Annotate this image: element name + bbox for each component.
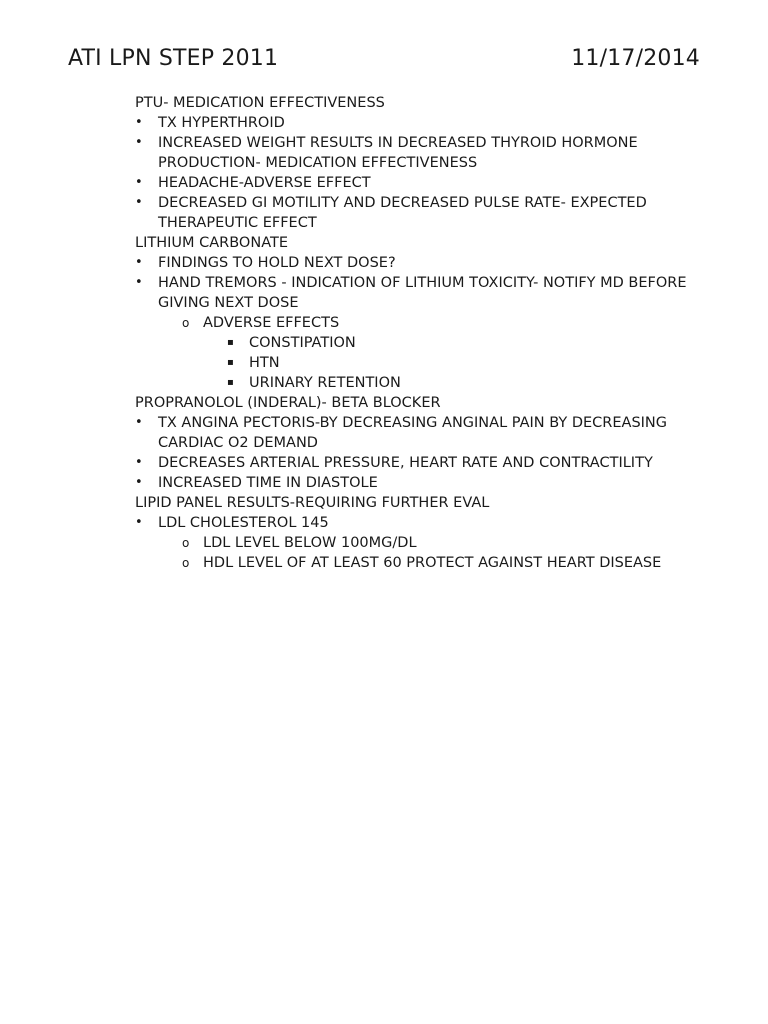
line-text: DECREASES ARTERIAL PRESSURE, HEART RATE AND CONTRACTILITY bbox=[158, 455, 653, 471]
list-item bbox=[135, 173, 695, 193]
line-text: URINARY RETENTION bbox=[249, 375, 401, 391]
section-heading bbox=[135, 493, 695, 513]
line-text: HTN bbox=[249, 355, 280, 371]
line-text: HDL LEVEL OF AT LEAST 60 PROTECT AGAINST HEART DISEASE bbox=[203, 555, 662, 571]
document-header bbox=[68, 46, 700, 76]
list-item bbox=[135, 313, 695, 333]
line-text: LDL LEVEL BELOW 100MG/DL bbox=[203, 535, 417, 551]
square-bullet-icon: ▪ bbox=[227, 357, 234, 368]
list-item bbox=[135, 273, 695, 313]
notes-outline bbox=[135, 93, 695, 573]
list-item bbox=[135, 113, 695, 133]
list-item bbox=[135, 553, 695, 573]
line-text: HAND TREMORS - INDICATION OF LITHIUM TOXICITY- NOTIFY MD BEFORE GIVING NEXT DOSE bbox=[158, 275, 687, 311]
bullet-icon: • bbox=[135, 515, 143, 530]
list-item bbox=[135, 413, 695, 453]
list-item bbox=[135, 333, 695, 353]
line-text: TX ANGINA PECTORIS-BY DECREASING ANGINAL PAIN BY DECREASING CARDIAC O2 DEMAND bbox=[158, 415, 668, 451]
bullet-icon: • bbox=[135, 475, 143, 490]
list-item bbox=[135, 533, 695, 553]
circle-bullet-icon: o bbox=[182, 536, 190, 550]
document-date: 11/17/2014 bbox=[571, 46, 700, 71]
list-item bbox=[135, 373, 695, 393]
line-text: ADVERSE EFFECTS bbox=[203, 315, 340, 331]
bullet-icon: • bbox=[135, 455, 143, 470]
line-text: PROPRANOLOL (INDERAL)- BETA BLOCKER bbox=[135, 395, 441, 411]
bullet-icon: • bbox=[135, 115, 143, 130]
bullet-icon: • bbox=[135, 415, 143, 430]
document-title: ATI LPN STEP 2011 bbox=[68, 46, 279, 71]
bullet-icon: • bbox=[135, 275, 143, 290]
list-item bbox=[135, 253, 695, 273]
line-text: LDL CHOLESTEROL 145 bbox=[158, 515, 329, 531]
line-text: FINDINGS TO HOLD NEXT DOSE? bbox=[158, 255, 396, 271]
list-item bbox=[135, 453, 695, 473]
section-heading bbox=[135, 93, 695, 113]
line-text: LITHIUM CARBONATE bbox=[135, 235, 289, 251]
square-bullet-icon: ▪ bbox=[227, 337, 234, 348]
circle-bullet-icon: o bbox=[182, 316, 190, 330]
line-text: HEADACHE-ADVERSE EFFECT bbox=[158, 175, 371, 191]
list-item bbox=[135, 133, 695, 173]
section-heading bbox=[135, 233, 695, 253]
line-text: INCREASED TIME IN DIASTOLE bbox=[158, 475, 378, 491]
line-text: LIPID PANEL RESULTS-REQUIRING FURTHER EVAL bbox=[135, 495, 490, 511]
bullet-icon: • bbox=[135, 175, 143, 190]
bullet-icon: • bbox=[135, 255, 143, 270]
line-text: DECREASED GI MOTILITY AND DECREASED PULSE RATE- EXPECTED THERAPEUTIC EFFECT bbox=[158, 195, 647, 231]
bullet-icon: • bbox=[135, 135, 143, 150]
list-item bbox=[135, 513, 695, 533]
line-text: CONSTIPATION bbox=[249, 335, 356, 351]
line-text: PTU- MEDICATION EFFECTIVENESS bbox=[135, 95, 385, 111]
line-text: TX HYPERTHROID bbox=[158, 115, 285, 131]
circle-bullet-icon: o bbox=[182, 556, 190, 570]
line-text: INCREASED WEIGHT RESULTS IN DECREASED THYROID HORMONE PRODUCTION- MEDICATION EFFECTIVENESS bbox=[158, 135, 638, 171]
list-item bbox=[135, 353, 695, 373]
section-heading bbox=[135, 393, 695, 413]
list-item bbox=[135, 193, 695, 233]
square-bullet-icon: ▪ bbox=[227, 377, 234, 388]
bullet-icon: • bbox=[135, 195, 143, 210]
list-item bbox=[135, 473, 695, 493]
